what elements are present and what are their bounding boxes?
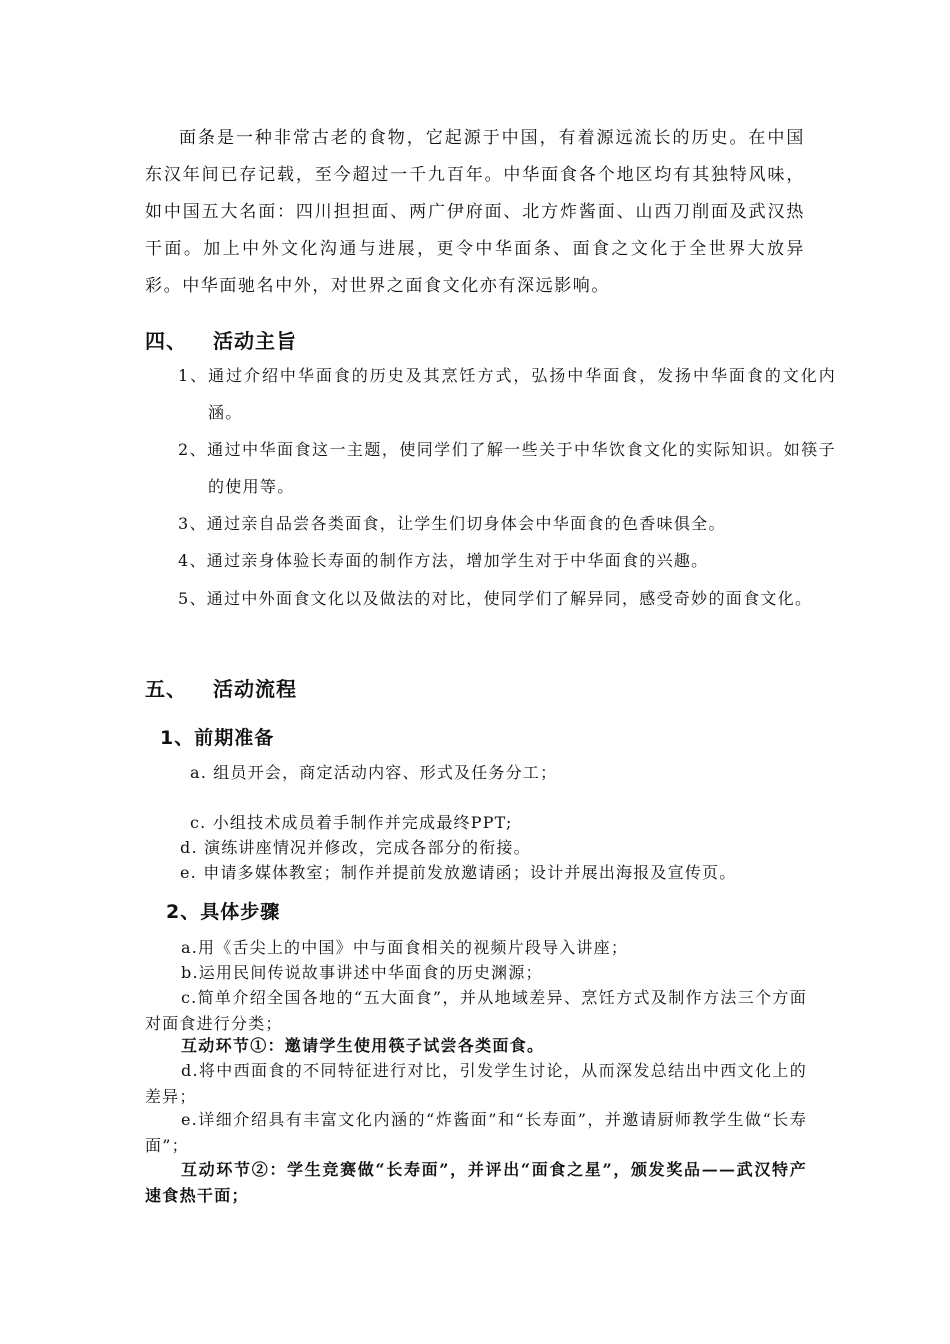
subsection-2-heading: 2、具体步骤 (166, 901, 281, 923)
intro-paragraph: 面条是一种非常古老的食物，它起源于中国，有着源远流长的历史。在中国东汉年间已存记载，至今超过一千九百年。中华面食各个地区均有其独特风味，如中国五大名面：四川担担面、两广伊府面、北方炸酱面、山西刀削面及武汉热干面。加上中外文化沟通与进展，更令中华面条、面食之文化于全世界大放异彩。中华面驰名中外，对世界之面食文化亦有深远影响。 (145, 128, 805, 296)
step-b: b.运用民间传说故事讲述中华面食的历史渊源； (181, 963, 543, 982)
interaction-1: 互动环节①：邀请学生使用筷子试尝各类面食。 (181, 1036, 545, 1055)
interaction-2: 互动环节②：学生竞赛做“长寿面”，并评出“面食之星”，颁发奖品——武汉特产速食热干面； (145, 1160, 807, 1205)
prep-item-a: a. 组员开会，商定活动内容、形式及任务分工； (190, 763, 558, 782)
step-e: e.详细介绍具有丰富文化内涵的“炸酱面”和“长寿面”，并邀请厨师教学生做“长寿面”； (145, 1110, 807, 1155)
section-4-title: 活动主旨 (213, 329, 297, 353)
aim-item-5: 5、通过中外面食文化以及做法的对比，使同学们了解异同，感受奇妙的面食文化。 (178, 589, 813, 608)
step-d: d.将中西面食的不同特征进行对比，引发学生讨论，从而深发总结出中西文化上的差异； (145, 1061, 807, 1106)
step-a: a.用《舌尖上的中国》中与面食相关的视频片段导入讲座； (181, 938, 629, 957)
section-4-number: 四、 (145, 329, 187, 353)
step-c: c.简单介绍全国各地的“五大面食”，并从地域差异、烹饪方式及制作方法三个方面对面食进行分类； (145, 988, 807, 1033)
prep-item-c: c. 小组技术成员着手制作并完成最终PPT; (190, 813, 513, 832)
section-5-number: 五、 (145, 677, 187, 701)
aim-item-1: 1、通过介绍中华面食的历史及其烹饪方式，弘扬中华面食，发扬中华面食的文化内涵。 (178, 366, 836, 422)
section-5-title: 活动流程 (213, 677, 297, 701)
prep-item-e: e. 申请多媒体教室；制作并提前发放邀请函；设计并展出海报及宣传页。 (180, 863, 737, 882)
aim-item-3: 3、通过亲自品尝各类面食，让学生们切身体会中华面食的色香味俱全。 (178, 514, 726, 533)
subsection-1-heading: 1、前期准备 (160, 727, 275, 749)
aim-item-4: 4、通过亲身体验长寿面的制作方法，增加学生对于中华面食的兴趣。 (178, 551, 709, 570)
section-5-heading (145, 673, 297, 702)
prep-item-d: d. 演练讲座情况并修改，完成各部分的衔接。 (180, 838, 531, 857)
section-4-heading (145, 325, 297, 354)
aim-item-2: 2、通过中华面食这一主题，使同学们了解一些关于中华饮食文化的实际知识。如筷子的使用等。 (178, 440, 836, 496)
